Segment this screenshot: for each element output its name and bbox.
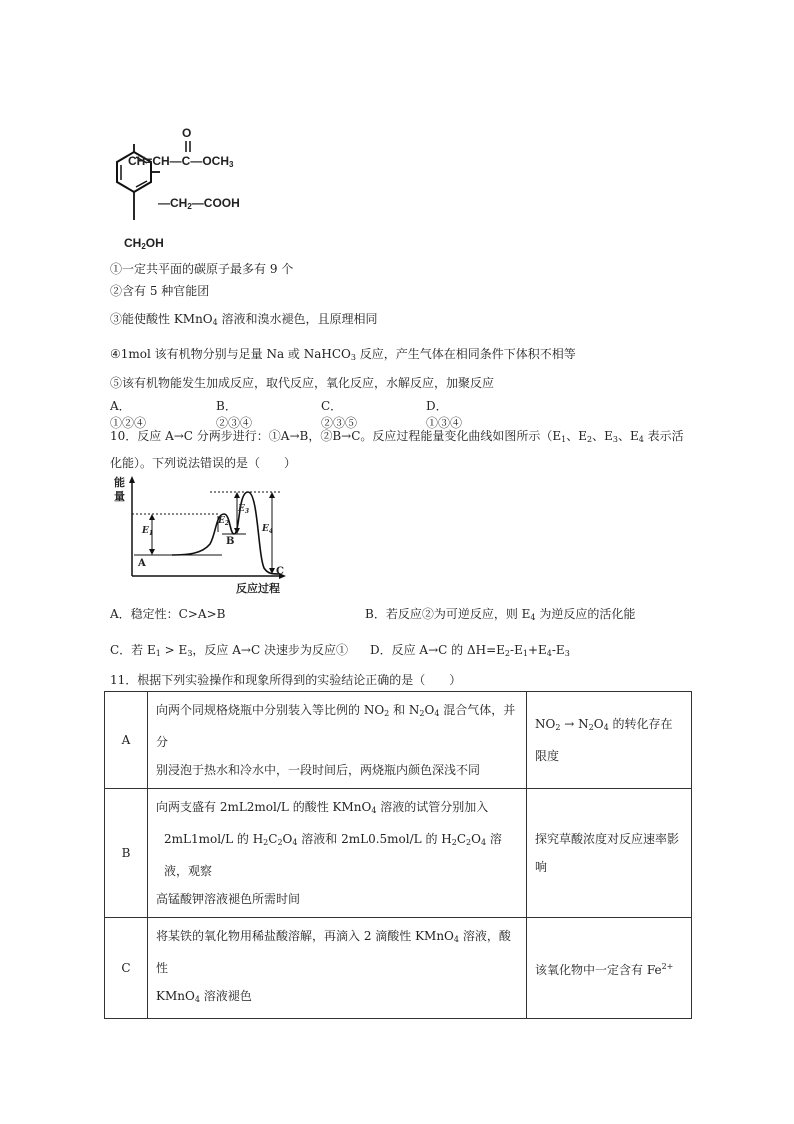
op-text: 混合气体，并分 — [156, 703, 516, 749]
q10-opt-b-a: B．若反应②为可逆反应，则 E — [365, 607, 531, 621]
bottom-group — [124, 236, 164, 251]
e4-sub: 4 — [268, 528, 274, 535]
e2-sub: 2 — [224, 520, 230, 527]
res-sup: 2+ — [661, 961, 674, 971]
s3-part-b: 溶液和溴水褪色，且原理相同 — [217, 312, 378, 326]
op-sub: 4 — [194, 995, 200, 1004]
op-sub: 2 — [419, 709, 425, 718]
res-line: 响 — [535, 860, 548, 874]
op-text: 溶液，观察 — [164, 832, 502, 878]
res-text: O — [593, 717, 604, 731]
q9-option-d[interactable]: D．①③④ — [426, 399, 463, 430]
operation-cell — [148, 789, 527, 918]
row-label: A — [105, 692, 148, 789]
q10-stem-sub-4: 4 — [638, 435, 644, 444]
conclusion-cell — [527, 692, 692, 789]
res-line — [535, 710, 683, 742]
res-text: NO — [535, 717, 556, 731]
conclusion-cell — [527, 918, 692, 1019]
conclusion-cell — [527, 789, 692, 918]
q10-stem-b: 表示活 — [643, 429, 684, 443]
q10-opt-d-m2: +E — [527, 643, 547, 657]
chain-sub: 3 — [229, 160, 234, 169]
s4-sub: 3 — [350, 353, 356, 362]
table-row — [105, 789, 692, 918]
op-sub: 2 — [451, 838, 457, 847]
q10-opt-c-a: C．若 E — [110, 643, 156, 657]
res-sub: 4 — [603, 723, 609, 732]
label-e4 — [262, 524, 273, 535]
energy-curve — [112, 474, 292, 596]
res-sub: 2 — [588, 723, 594, 732]
op-text: 溶液，酸性 — [156, 929, 511, 975]
q10-stem-line-2: 化能）。下列说法错误的是（ ） — [110, 456, 297, 470]
op-text: C — [456, 832, 467, 846]
table-row — [105, 918, 692, 1019]
op-text: KMnO — [156, 989, 195, 1003]
q10-opt-c-b: ，反应 A→C 决速步为反应① — [192, 643, 348, 657]
op-text: 向两支盛有 2mL2mol/L 的酸性 KMnO — [156, 800, 372, 814]
q10-opt-b-b: 为逆反应的活化能 — [535, 607, 636, 621]
q10-stem-c3: 、E — [617, 429, 639, 443]
res-text: 的转化存在 — [608, 717, 673, 731]
s3-part-a: ③能使酸性 KMnO — [110, 312, 213, 326]
op-text: 向两个同规格烧瓶中分别装入等比例的 NO — [156, 703, 385, 717]
op-text: O — [424, 703, 435, 717]
q10-opt-d-s1: 2 — [504, 649, 511, 658]
op-text: O — [282, 832, 293, 846]
label-b: B — [226, 536, 235, 547]
q10-opt-d-a: D．反应 A→C 的 ΔH=E — [370, 643, 505, 657]
e3-sub: 3 — [244, 508, 250, 515]
q10-stem-sub-3: 3 — [612, 435, 618, 444]
row-label: C — [105, 918, 148, 1019]
op-line: 别浸泡于热水和冷水中，一段时间后，两烧瓶内颜色深浅不同 — [156, 763, 481, 777]
op-sub: 2 — [384, 709, 390, 718]
op-sub: 4 — [434, 709, 440, 718]
q10-opt-d-m3: -E — [551, 643, 565, 657]
op-text: C — [268, 832, 278, 846]
label-c: C — [276, 566, 284, 577]
e1-letter: E — [142, 526, 149, 536]
op-line: 高锰酸钾溶液褪色所需时间 — [156, 892, 301, 906]
q10-opt-d-s2: 1 — [522, 649, 528, 658]
table-row — [105, 692, 692, 789]
op-sub: 4 — [480, 838, 487, 847]
e1-sub: 1 — [148, 530, 154, 537]
op-text: 溶液和 2mL0.5mol/L 的 H — [297, 832, 452, 846]
q10-stem-c2: 、E — [592, 429, 613, 443]
res-text: 该氧化物中一定含有 Fe — [535, 962, 662, 977]
q10-option-a[interactable]: A．稳定性：C>A>B — [110, 607, 226, 621]
side-sub: 2 — [187, 202, 192, 211]
op-sub: 4 — [371, 806, 377, 815]
q9-statement-2: ②含有 5 种官能团 — [110, 284, 210, 298]
s4-part-a: ④1mol 该有机物分别与足量 Na 或 NaHCO — [110, 347, 351, 361]
op-sub: 2 — [277, 838, 283, 847]
q10-option-c[interactable] — [110, 641, 348, 658]
bottom-sub: 2 — [141, 242, 146, 251]
q9-statement-5: ⑤该有机物能发生加成反应，取代反应，氧化反应，水解反应，加聚反应 — [110, 376, 495, 390]
side-text: —CH — [158, 196, 188, 210]
side-tail: —COOH — [191, 196, 240, 210]
q10-opt-c-m: > E — [160, 643, 188, 657]
q10-stem-sub-1: 1 — [561, 435, 567, 444]
bottom-text: CH — [124, 236, 142, 250]
q9-statement-3 — [110, 310, 378, 327]
op-line — [156, 696, 518, 756]
q10-opt-d-s3: 4 — [546, 649, 552, 658]
energy-diagram — [112, 474, 292, 596]
op-sub: 2 — [263, 838, 269, 847]
op-line — [156, 793, 518, 825]
e2-letter: E — [218, 516, 225, 526]
label-e1 — [142, 526, 153, 537]
q10-option-b[interactable] — [365, 605, 635, 622]
q10-stem-line-1 — [110, 427, 684, 444]
op-text: 将某铁的氧化物用稀盐酸溶解，再滴入 2 滴酸性 KMnO — [156, 929, 454, 943]
op-sub: 2 — [466, 838, 472, 847]
structural-formula — [100, 126, 280, 255]
op-line — [156, 982, 518, 1014]
q10-stem-sub-2: 2 — [587, 435, 593, 444]
q10-option-d[interactable] — [370, 641, 570, 658]
row-label: B — [105, 789, 148, 918]
operation-cell — [148, 692, 527, 789]
q10-stem-a: 10．反应 A→C 分两步进行：①A→B，②B→C。反应过程能量变化曲线如图所示（E — [110, 429, 562, 443]
res-text: → N — [560, 717, 589, 731]
q10-opt-d-s4: 3 — [564, 649, 570, 658]
q9-option-c[interactable]: C．②③⑤ — [321, 399, 358, 430]
e3-letter: E — [238, 504, 245, 514]
q10-opt-c-s1: 1 — [155, 649, 161, 658]
q9-option-a[interactable]: A．①②④ — [110, 399, 147, 430]
op-text: 和 N — [389, 703, 420, 717]
q10-opt-d-m1: -E — [510, 643, 523, 657]
res-line: 探究草酸浓度对反应速率影 — [535, 832, 680, 846]
op-line — [156, 825, 518, 885]
q11-stem: 11．根据下列实验操作和现象所得到的实验结论正确的是（ ） — [110, 673, 462, 687]
op-text: 溶液的试管分别加入 — [376, 800, 489, 814]
res-line — [535, 953, 683, 984]
q10-opt-b-sub: 4 — [530, 613, 536, 622]
q9-statement-1: ①一定共平面的碳原子最多有 9 个 — [110, 262, 294, 276]
label-e3 — [238, 504, 249, 515]
label-a: A — [138, 558, 146, 569]
q9-option-b[interactable]: B．②③④ — [216, 399, 253, 430]
experiment-table — [104, 691, 692, 1019]
res-line: 限度 — [535, 749, 560, 763]
res-sub: 2 — [555, 723, 561, 732]
s3-sub: 4 — [212, 318, 218, 327]
carbonyl-oxygen: O — [182, 126, 192, 140]
x-axis-label: 反应过程 — [236, 582, 280, 595]
s4-part-b: 反应，产生气体在相同条件下体积不相等 — [355, 347, 576, 361]
op-text: 2mL1mol/L 的 H — [164, 832, 264, 846]
label-e2 — [218, 516, 229, 527]
e4-letter: E — [262, 524, 269, 534]
chain-text: CH=CH—C—OCH — [128, 154, 230, 168]
op-sub: 4 — [292, 838, 298, 847]
chain-group — [128, 154, 233, 169]
q10-stem-c1: 、E — [566, 429, 588, 443]
q10-opt-c-s2: 3 — [187, 649, 193, 658]
op-line — [156, 922, 518, 982]
y-axis-label-1: 能 — [114, 476, 125, 489]
op-sub: 4 — [453, 935, 459, 944]
bottom-tail: OH — [145, 236, 164, 250]
op-text: O — [471, 832, 481, 846]
q9-statement-4 — [110, 345, 576, 362]
side-group — [158, 196, 240, 211]
op-text: 溶液褪色 — [199, 989, 252, 1003]
y-axis-label-2: 量 — [114, 490, 125, 503]
operation-cell — [148, 918, 527, 1019]
